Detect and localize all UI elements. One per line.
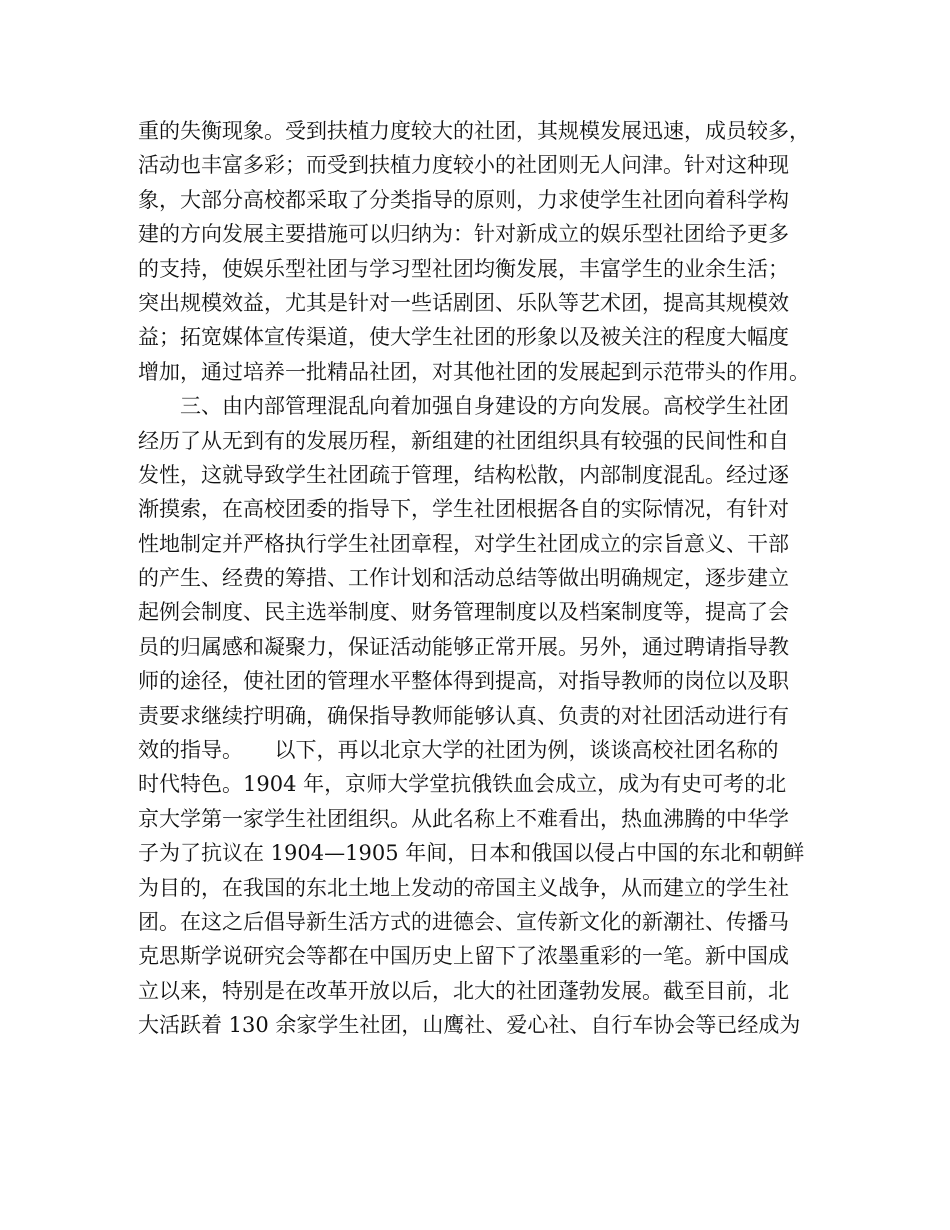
text-line: 为目的，在我国的东北土地上发动的帝国主义战争，从而建立的学生社 [138,875,789,900]
text-line: 克思斯学说研究会等都在中国历史上留下了浓墨重彩的一笔。新中国成 [138,944,789,969]
text-line: 经历了从无到有的发展历程，新组建的社团组织具有较强的民间性和自 [138,428,789,453]
text-line: 京大学第一家学生社团组织。从此名称上不难看出，热血沸腾的中华学 [138,806,789,831]
text-line: 师的途径，使社团的管理水平整体得到提高，对指导教师的岗位以及职 [138,669,789,694]
text-line: 增加，通过培养一批精品社团，对其他社团的发展起到示范带头的作用。 [138,359,810,384]
text-line: 效的指导。 以下，再以北京大学的社团为例，谈谈高校社团名称的 [138,738,779,763]
text-line: 重的失衡现象。受到扶植力度较大的社团，其规模发展迅速，成员较多， [138,119,810,143]
text-line: 三、由内部管理混乱向着加强自身建设的方向发展。高校学生社团 [138,394,789,419]
text-line: 员的归属感和凝聚力，保证活动能够正常开展。另外，通过聘请指导教 [138,634,789,659]
text-line: 活动也丰富多彩；而受到扶植力度较小的社团则无人问津。针对这种现 [138,153,789,178]
text-line: 象，大部分高校都采取了分类指导的原则，力求使学生社团向着科学构 [138,187,789,212]
text-line: 的支持，使娱乐型社团与学习型社团均衡发展，丰富学生的业余生活； [138,256,789,281]
text-line: 起例会制度、民主选举制度、财务管理制度以及档案制度等，提高了会 [138,600,789,625]
text-line: 突出规模效益，尤其是针对一些话剧团、乐队等艺术团，提高其规模效 [138,290,789,315]
text-line: 益；拓宽媒体宣传渠道，使大学生社团的形象以及被关注的程度大幅度 [138,325,789,350]
text-line: 发性，这就导致学生社团疏于管理，结构松散，内部制度混乱。经过逐 [138,462,789,487]
text-line: 立以来，特别是在改革开放以后，北大的社团蓬勃发展。截至目前，北 [138,978,789,1003]
text-line: 渐摸索，在高校团委的指导下，学生社团根据各自的实际情况，有针对 [138,497,789,522]
body-text [138,114,828,1043]
text-line: 时代特色。1904 年，京师大学堂抗俄铁血会成立，成为有史可考的北 [138,772,787,797]
text-line: 责要求继续拧明确，确保指导教师能够认真、负责的对社团活动进行有 [138,703,789,728]
text-line: 大活跃着 130 余家学生社团，山鹰社、爱心社、自行车协会等已经成为 [138,1013,801,1038]
text-line: 团。在这之后倡导新生活方式的进德会、宣传新文化的新潮社、传播马 [138,909,789,934]
text-line: 子为了抗议在 1904—1905 年间，日本和俄国以侵占中国的东北和朝鲜 [138,841,805,866]
text-line: 建的方向发展主要措施可以归纳为：针对新成立的娱乐型社团给予更多 [138,222,789,247]
text-line: 性地制定并严格执行学生社团章程，对学生社团成立的宗旨意义、干部 [138,531,789,556]
text-line: 的产生、经费的筹措、工作计划和活动总结等做出明确规定，逐步建立 [138,566,789,591]
